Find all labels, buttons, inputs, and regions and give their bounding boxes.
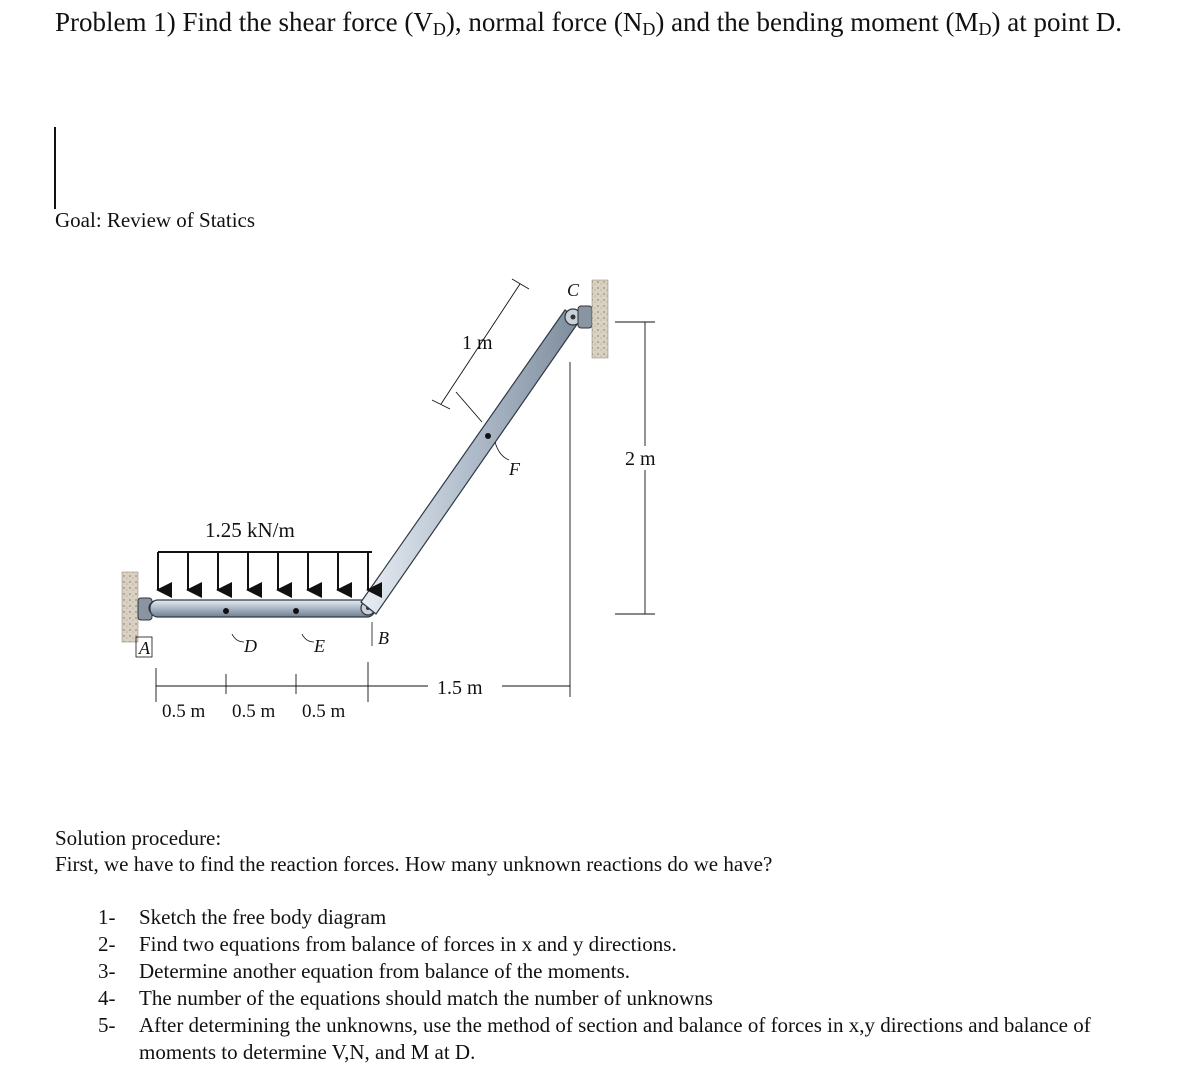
step-text: Find two equations from balance of forces in x and y directions. — [139, 932, 677, 956]
normal-subscript: D — [642, 19, 656, 39]
wall-support-C — [592, 280, 608, 358]
list-item — [55, 985, 1135, 1012]
dim-1m: 1 m — [462, 332, 493, 354]
list-item — [55, 904, 1135, 931]
step-number: 5- — [98, 1013, 116, 1037]
problem-text-suffix: ) at point D. — [991, 7, 1122, 37]
problem-statement — [55, 6, 1145, 39]
shear-subscript: D — [432, 19, 446, 39]
step-text: The number of the equations should match the number of unknowns — [139, 986, 713, 1010]
steps-list — [55, 904, 1135, 1066]
step-number: 3- — [98, 959, 116, 983]
dim-2m: 2 m — [625, 448, 656, 470]
label-D: D — [244, 636, 257, 656]
dim-0-5m-first: 0.5 m — [162, 701, 206, 722]
list-item — [55, 958, 1135, 985]
beam-AB — [150, 600, 375, 617]
solution-section — [55, 825, 772, 877]
step-number: 2- — [98, 932, 116, 956]
distributed-load-arrows — [158, 552, 368, 590]
label-F: F — [509, 459, 520, 479]
step-text: Determine another equation from balance of the moments. — [139, 959, 630, 983]
list-item — [55, 931, 1135, 958]
label-C: C — [567, 280, 580, 300]
label-B: B — [378, 628, 389, 648]
solution-heading: Solution procedure: — [55, 826, 222, 850]
load-label: 1.25 kN/m — [205, 518, 295, 542]
problem-text-prefix: Problem 1) Find the shear force (V — [55, 7, 433, 37]
label-E: E — [314, 636, 325, 656]
point-E — [293, 608, 299, 614]
dim-0-5m-third: 0.5 m — [302, 701, 346, 722]
member-BC — [361, 310, 580, 614]
problem-text-mid2: ) and the bending moment (M — [655, 7, 979, 37]
step-number: 1- — [98, 905, 116, 929]
structure-diagram — [110, 262, 710, 732]
goal-text: Goal: Review of Statics — [55, 208, 256, 232]
dim-0-5m-second: 0.5 m — [232, 701, 276, 722]
point-F — [485, 433, 491, 439]
moment-subscript: D — [978, 19, 992, 39]
pin-bracket-C — [578, 306, 592, 328]
wall-support-A — [122, 572, 138, 642]
dim-1-5m: 1.5 m — [437, 677, 483, 699]
solution-intro: First, we have to find the reaction forces. How many unknown reactions do we have? — [55, 852, 773, 876]
point-D — [223, 608, 229, 614]
step-text: After determining the unknowns, use the method of section and balance of forces in x,y directions and balance of moments to determine V,N, and M at D. — [139, 1013, 1091, 1064]
structure-figure — [110, 262, 710, 732]
problem-text-mid1: ), normal force (N — [445, 7, 643, 37]
step-number: 4- — [98, 986, 116, 1010]
list-item — [55, 1012, 1135, 1066]
step-text: Sketch the free body diagram — [139, 905, 387, 929]
label-A: A — [139, 638, 150, 658]
text-cursor[interactable] — [54, 127, 56, 209]
